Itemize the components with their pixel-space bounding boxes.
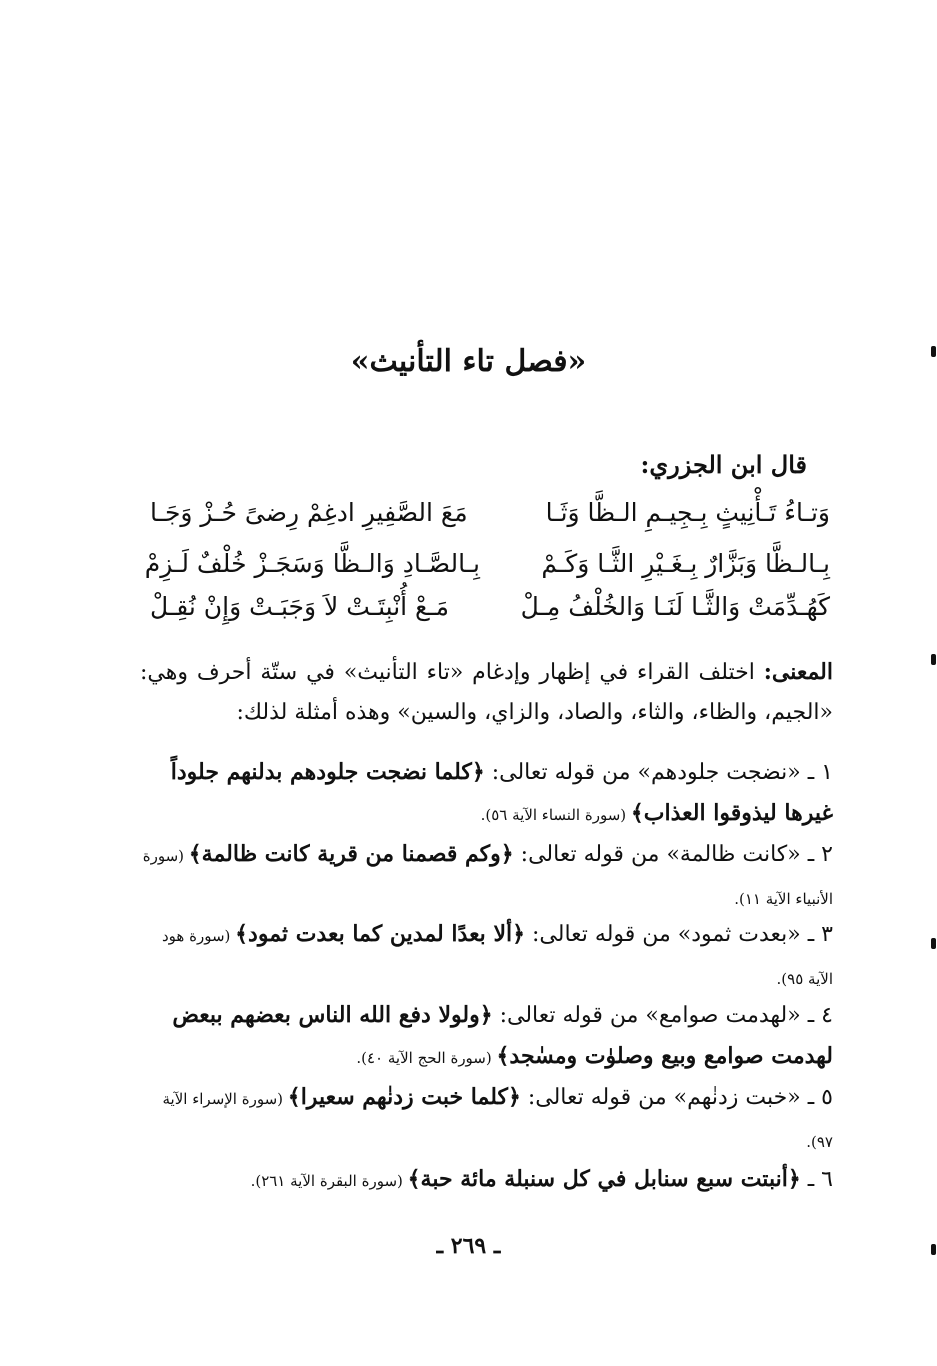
example-item (140, 752, 833, 836)
scan-mark (931, 346, 936, 357)
chapter-title: «فصل تاء التأنيث» (350, 344, 587, 379)
example-intro: من قوله تعالى: (520, 1085, 674, 1110)
quran-verse: ﴿ألا بعدًا لمدين كما بعدت ثمود﴾ (235, 921, 526, 947)
verse-line (150, 498, 830, 548)
scan-mark (931, 1244, 936, 1255)
page-number: ـ ٢٦٩ ـ (436, 1233, 501, 1259)
surah-reference: (سورة الأنبياء الآية ١١). (142, 847, 833, 908)
verse-first-hemistich: وَتـاءُ تَـأْنِيثٍ بِـجِيـمِ الـظَّا وَثَـا (545, 498, 830, 527)
verse-second-hemistich: مَعَ الصَّفِيرِ ادغِمْ رِضىً حُـزْ وَجَـا (150, 498, 468, 527)
verse-line (150, 592, 830, 642)
meaning-label: المعنى: (763, 659, 833, 685)
scan-mark (931, 938, 936, 949)
example-number: ١ ـ (807, 760, 833, 785)
example-intro: من قوله تعالى: (525, 922, 678, 947)
example-intro: من قوله تعالى: (484, 760, 638, 785)
example-number: ٥ ـ (807, 1085, 833, 1110)
speaker-heading: قال ابن الجزري: (640, 450, 807, 479)
meaning-text: اختلف القراء في إظهار وإدغام «تاء التأنيث» في ستّة أحرف وهي: «الجيم، والظاء، والثاء، والصاد، والزاي، والسين» وهذه أمثلة لذلك: (140, 660, 833, 725)
example-word: «نضجت جلودهم» (637, 760, 801, 785)
quran-verse: ﴿ولولا دفع الله الناس بعضهم ببعض لهدمت صوامع وبيع وصلوٰت ومسٰجد﴾ (172, 1002, 833, 1069)
example-intro: من قوله تعالى: (513, 842, 667, 867)
verse-second-hemistich: مَـعْ أُنْبِتَـتْ لاَ وَجَبَـتْ وَإِنْ نُقِـلْ (150, 592, 450, 621)
surah-reference: (سورة الإسراء الآية ٩٧). (162, 1090, 833, 1151)
example-item (140, 914, 833, 1000)
quran-verse: ﴿أنبتت سبع سنابل في كل سنبلة مائة حبة﴾ (407, 1166, 801, 1192)
quran-verse: ﴿كلما خبت زدنٰهم سعيرا﴾ (287, 1084, 521, 1110)
surah-reference: (سورة الحج الآية ٤٠). (356, 1049, 497, 1067)
example-word: «بعدت ثمود» (677, 922, 801, 947)
example-number: ٤ ـ (807, 1003, 833, 1028)
example-item (140, 995, 833, 1079)
example-item (140, 1077, 833, 1163)
example-number: ٢ ـ (807, 842, 833, 867)
surah-reference: (سورة النساء الآية ٥٦). (480, 806, 631, 824)
example-item (140, 834, 833, 920)
meaning-paragraph (140, 652, 833, 733)
example-word: «لهدمت صوامع» (645, 1003, 801, 1028)
quran-verse: ﴿وكم قصمنا من قرية كانت ظالمة﴾ (188, 841, 514, 867)
surah-reference: (سورة البقرة الآية ٢٦١). (250, 1172, 408, 1190)
quran-verse: ﴿كلما نضجت جلودهم بدلنهم جلوداً غيرها ليذوقوا العذاب﴾ (170, 759, 833, 826)
verse-first-hemistich: بِـالـظَّا وَبَزَّارٌ بِـغَـيْرِ الثَّـا وَكَـمْ (541, 549, 830, 578)
example-word: «خبت زدنٰهم» (673, 1085, 801, 1110)
scan-mark (931, 654, 936, 665)
surah-reference: (سورة هود الآية ٩٥). (161, 927, 833, 988)
verse-second-hemistich: بِـالصَّـادِ وَالـظَّا وَسَجَـزْ خُلْفٌ لَـزِمْ (144, 549, 480, 578)
example-item (140, 1159, 833, 1202)
example-word: «كانت ظالمة» (666, 842, 801, 867)
example-number: ٣ ـ (807, 922, 833, 947)
example-intro: من قوله تعالى: (492, 1003, 646, 1028)
example-number: ٦ ـ (807, 1167, 833, 1192)
verse-first-hemistich: كَهُـدِّمَتْ وَالثَّـا لَنَـا وَالخُلْفُ مِـلْ (520, 592, 830, 621)
